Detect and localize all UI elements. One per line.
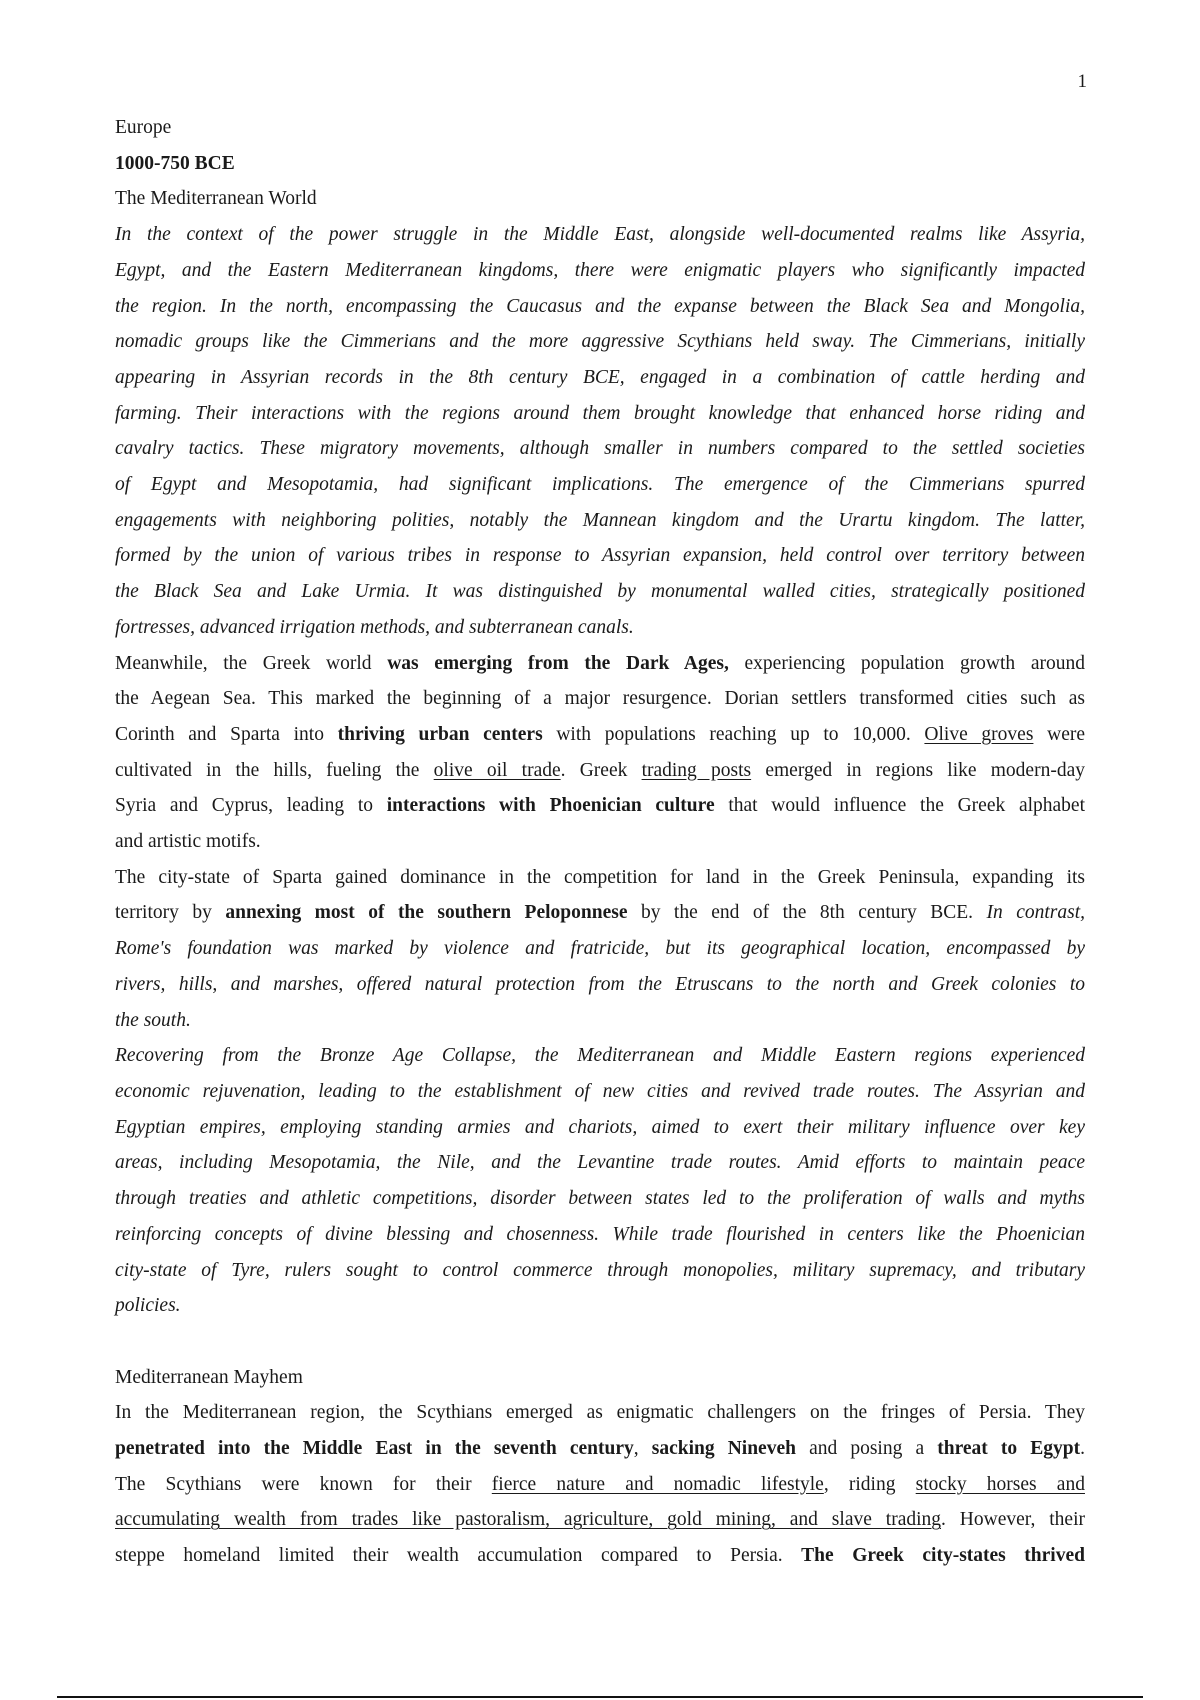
text-run: cultivated in the hills, fueling the: [115, 759, 434, 781]
section-label: Europe: [115, 117, 172, 138]
text-line: of Egypt and Mesopotamia, had significant implications. The emergence of the Cimmerians spurred: [115, 474, 1085, 496]
text-line: [115, 753, 1085, 789]
text-line: nomadic groups like the Cimmerians and the more aggressive Scythians held sway. The Cimmerians, initially: [115, 331, 1085, 353]
text-line: cavalry tactics. These migratory movements, although smaller in numbers compared to the settled societies: [115, 438, 1085, 460]
text-line: [115, 1431, 1085, 1467]
text-run: by the end of the 8th century BCE.: [627, 902, 987, 924]
text-line: and artistic motifs.: [115, 831, 261, 853]
text-line: Egyptian empires, employing standing armies and chariots, aimed to exert their military influence over key: [115, 1116, 1085, 1138]
text-line: the south.: [115, 1009, 191, 1031]
text-run: Meanwhile, the Greek world: [115, 652, 388, 674]
text-line: through treaties and athletic competitions, disorder between states led to the proliferation of walls and myths: [115, 1188, 1085, 1210]
text-line: areas, including Mesopotamia, the Nile, and the Levantine trade routes. Amid efforts to maintain peace: [115, 1152, 1085, 1174]
text-line: fortresses, advanced irrigation methods, and subterranean canals.: [115, 616, 634, 638]
text-run: .: [1080, 1438, 1085, 1459]
text-line: [115, 1502, 1085, 1538]
text-run: experiencing population growth around: [728, 652, 1085, 674]
underlined-phrase: olive oil trade: [433, 759, 561, 781]
bold-phrase: The Greek city-states thrived: [801, 1545, 1085, 1567]
paragraph-cimmerians: [115, 217, 1085, 645]
bold-phrase: sacking Nineveh: [651, 1438, 796, 1459]
paragraph-greek-world: [115, 646, 1085, 860]
italic-phrase: In contrast,: [986, 902, 1085, 924]
text-line: Recovering from the Bronze Age Collapse, the Mediterranean and Middle Eastern regions experienced: [115, 1045, 1085, 1067]
text-run: , riding: [823, 1473, 916, 1495]
underlined-phrase: trading posts: [641, 759, 752, 781]
underlined-phrase: accumulating wealth from trades like pastoralism, agriculture, gold mining, and slave trading: [115, 1509, 942, 1531]
paragraph-bronze-age: [115, 1038, 1085, 1324]
text-line: rivers, hills, and marshes, offered natural protection from the Etruscans to the north and Greek colonies to: [115, 973, 1085, 995]
text-run: were: [1033, 723, 1085, 745]
text-line: formed by the union of various tribes in response to Assyrian expansion, held control over territory between: [115, 545, 1085, 567]
text-line: Egypt, and the Eastern Mediterranean kingdoms, there were enigmatic players who significantly impacted: [115, 259, 1085, 281]
text-line: farming. Their interactions with the regions around them brought knowledge that enhanced horse riding and: [115, 402, 1085, 424]
underlined-phrase: stocky horses and: [915, 1473, 1085, 1495]
text-line: the Black Sea and Lake Urmia. It was distinguished by monumental walled cities, strategically positioned: [115, 581, 1085, 603]
text-run: The Scythians were known for their: [115, 1473, 492, 1495]
page-bottom-rule: [57, 1696, 1143, 1698]
text-line: appearing in Assyrian records in the 8th century BCE, engaged in a combination of cattle herding and: [115, 366, 1085, 388]
text-line: [115, 895, 1085, 931]
text-line: [115, 1467, 1085, 1503]
text-run: territory by: [115, 902, 226, 924]
bold-phrase: annexing most of the southern Peloponnese: [225, 902, 628, 924]
paragraph-scythians: [115, 1395, 1085, 1574]
paragraph-gap: [115, 1324, 1085, 1360]
bold-phrase: interactions with Phoenician culture: [386, 795, 715, 817]
paragraph-sparta-rome: [115, 860, 1085, 1039]
text-line: [115, 788, 1085, 824]
date-heading: 1000-750 BCE: [115, 152, 235, 174]
page-number: 1: [1077, 71, 1087, 92]
text-run: ,: [633, 1438, 652, 1459]
text-line: [115, 646, 1085, 682]
subheading: The Mediterranean World: [115, 188, 317, 210]
text-line: In the context of the power struggle in the Middle East, alongside well-documented realms like Assyria,: [115, 224, 1085, 246]
underlined-phrase: Olive groves: [924, 723, 1034, 745]
text-line: In the Mediterranean region, the Scythians emerged as enigmatic challengers on the fringes of Persia. They: [115, 1402, 1085, 1424]
text-line: city-state of Tyre, rulers sought to control commerce through monopolies, military supremacy, and tributary: [115, 1259, 1085, 1281]
text-line: [115, 717, 1085, 753]
underlined-phrase: fierce nature and nomadic lifestyle: [491, 1473, 824, 1495]
document-body: [115, 110, 1085, 1574]
text-run: steppe homeland limited their wealth accumulation compared to Persia.: [115, 1545, 802, 1567]
text-run: . Greek: [560, 759, 642, 781]
bold-phrase: threat to Egypt: [937, 1438, 1081, 1459]
text-line: the region. In the north, encompassing the Caucasus and the expanse between the Black Sea and Mongolia,: [115, 295, 1085, 317]
bold-phrase: penetrated into the Middle East in the seventh century: [115, 1438, 634, 1459]
text-run: . However, their: [941, 1509, 1085, 1531]
text-line: reinforcing concepts of divine blessing and chosenness. While trade flourished in centers like the Phoenician: [115, 1223, 1085, 1245]
text-run: with populations reaching up to 10,000.: [542, 723, 925, 745]
text-line: The city-state of Sparta gained dominance in the competition for land in the Greek Peninsula, expanding its: [115, 866, 1085, 888]
text-run: and posing a: [795, 1438, 938, 1459]
text-line: Rome's foundation was marked by violence and fratricide, but its geographical location, encompassed by: [115, 938, 1085, 960]
text-run: that would influence the Greek alphabet: [714, 795, 1085, 817]
text-line: [115, 1538, 1085, 1574]
text-line: economic rejuvenation, leading to the establishment of new cities and revived trade routes. The Assyrian and: [115, 1080, 1085, 1102]
text-run: Syria and Cyprus, leading to: [115, 795, 387, 817]
text-line: policies.: [115, 1295, 181, 1317]
text-run: Corinth and Sparta into: [115, 723, 338, 745]
text-run: emerged in regions like modern-day: [751, 759, 1085, 781]
text-line: the Aegean Sea. This marked the beginning of a major resurgence. Dorian settlers transformed cities such as: [115, 688, 1085, 710]
bold-phrase: was emerging from the Dark Ages,: [387, 652, 729, 674]
section-heading: Mediterranean Mayhem: [115, 1366, 303, 1388]
text-line: engagements with neighboring polities, notably the Mannean kingdom and the Urartu kingdom. The latter,: [115, 509, 1085, 531]
bold-phrase: thriving urban centers: [337, 723, 543, 745]
